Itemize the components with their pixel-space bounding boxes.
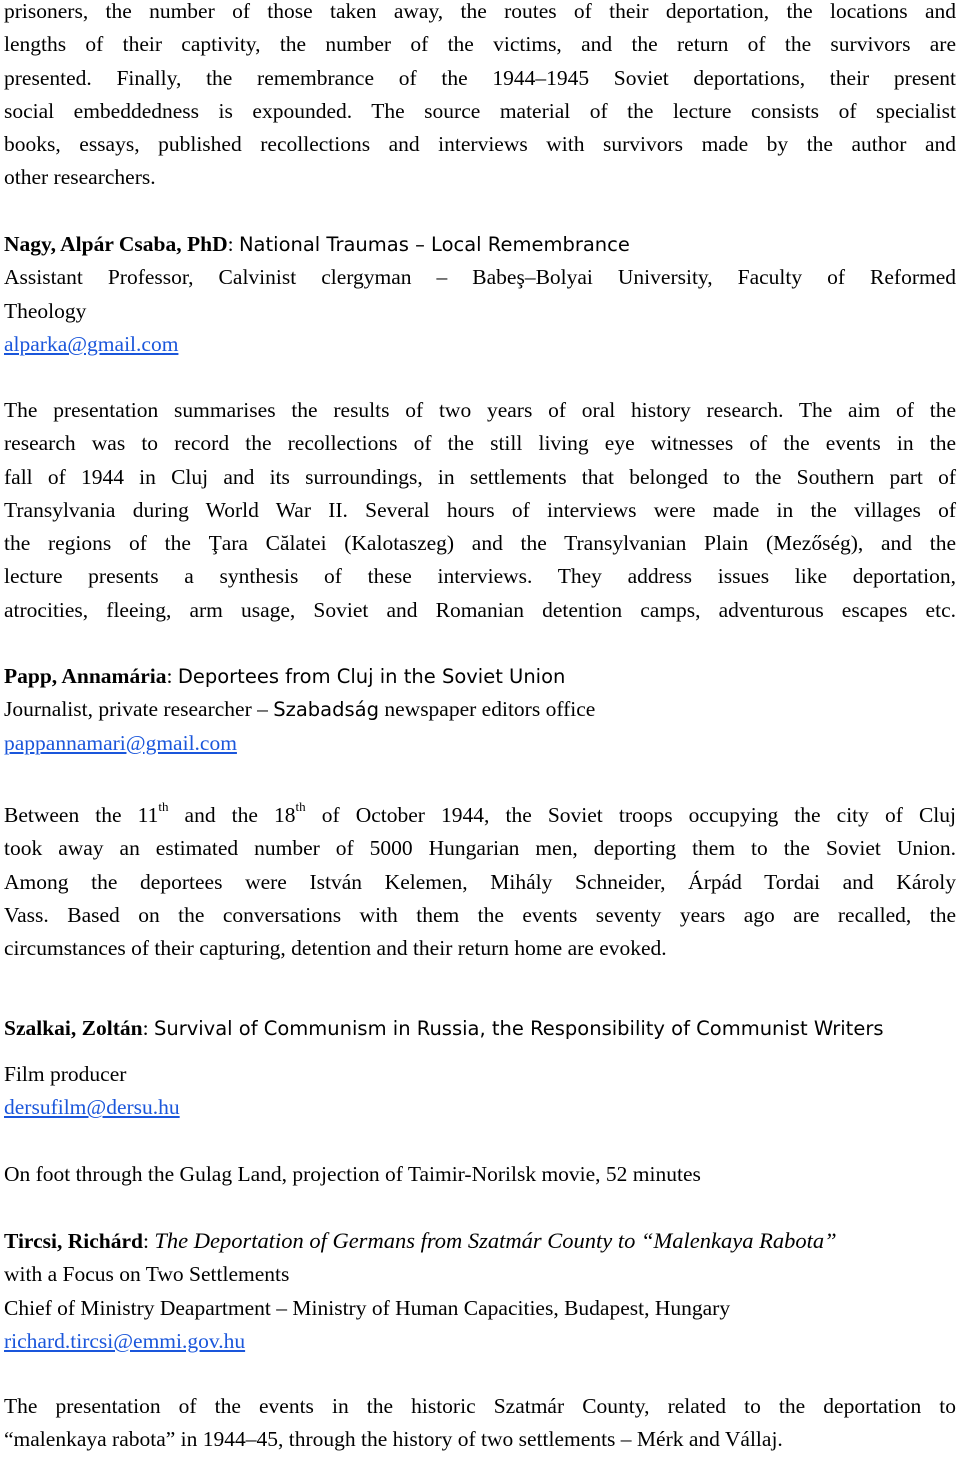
text-line: lecture presents a synthesis of these interviews. They address issues like deportation,	[4, 564, 956, 589]
talk-title-continued: with a Focus on Two Settlements	[4, 1262, 290, 1287]
entry-heading	[4, 660, 956, 693]
entry-nagy	[4, 228, 956, 361]
text-line: Vass. Based on the conversations with them the events seventy years ago are recalled, the	[4, 902, 956, 927]
email-line	[4, 1325, 956, 1358]
text-line: the regions of the Ţara Călatei (Kalotaszeg) and the Transylvanian Plain (Mezőség), and the	[4, 531, 956, 556]
email-link[interactable]: alparka@gmail.com	[4, 331, 179, 356]
entry-szalkai-details	[4, 1058, 956, 1125]
text-fragment: Between the 11	[4, 803, 159, 827]
entry-heading	[4, 1224, 956, 1258]
text-line: Transylvania during World War II. Several hours of interviews were made in the villages of	[4, 497, 956, 522]
email-link[interactable]: dersufilm@dersu.hu	[4, 1095, 180, 1120]
intro-paragraph	[4, 0, 956, 195]
ordinal-suffix: th	[295, 798, 306, 814]
author-name: Nagy, Alpár Csaba, PhD	[4, 232, 228, 256]
affiliation: Film producer	[4, 1062, 127, 1086]
entry-szalkai	[4, 1012, 956, 1045]
abstract-papp	[4, 799, 956, 965]
talk-title: Survival of Communism in Russia, the Responsibility of Communist Writers	[153, 1017, 884, 1040]
talk-title: Deportees from Cluj in the Soviet Union	[177, 665, 566, 688]
text-fragment: and the 18	[168, 803, 296, 827]
separator: :	[166, 664, 178, 688]
text-line: books, essays, published recollections and interviews with survivors made by the author and	[4, 132, 956, 157]
abstract-nagy	[4, 394, 956, 627]
text-line: took away an estimated number of 5000 Hungarian men, deporting them to the Soviet Union.	[4, 836, 956, 861]
separator: :	[227, 232, 239, 256]
author-name: Papp, Annamária	[4, 664, 167, 688]
entry-papp	[4, 660, 956, 760]
text-line: social embeddedness is expounded. The source material of the lecture consists of specialist	[4, 98, 956, 123]
text-line: Among the deportees were István Kelemen, Mihály Schneider, Árpád Tordai and Károly	[4, 869, 956, 894]
affiliation-text: Journalist, private researcher –	[4, 697, 274, 722]
ordinal-suffix: th	[158, 798, 169, 814]
separator: :	[142, 1016, 154, 1040]
text-line: atrocities, fleeing, arm usage, Soviet and Romanian detention camps, adventurous escapes etc.	[4, 597, 956, 622]
newspaper-name: Szabadság	[273, 698, 379, 722]
text-line: “malenkaya rabota” in 1944–45, through the history of two settlements – Mérk and Vállaj.	[4, 1427, 783, 1452]
author-name: Szalkai, Zoltán	[4, 1016, 143, 1040]
text-line: circumstances of their capturing, detention and their return home are evoked.	[4, 936, 667, 961]
text-line: research was to record the recollections of the still living eye witnesses of the events in the	[4, 431, 956, 456]
email-line	[4, 727, 956, 760]
email-line	[4, 1091, 956, 1124]
text-fragment: of October 1944, the Soviet troops occupying the city of Cluj	[305, 803, 956, 827]
text-line: The presentation summarises the results of two years of oral history research. The aim of the	[4, 398, 956, 422]
email-link[interactable]: pappannamari@gmail.com	[4, 730, 237, 755]
talk-title: National Traumas – Local Remembrance	[238, 233, 630, 256]
text-line	[4, 799, 956, 832]
affiliation	[4, 693, 956, 726]
text-line: presented. Finally, the remembrance of the 1944–1945 Soviet deportations, their present	[4, 65, 956, 90]
entry-heading	[4, 228, 956, 261]
text-line: lengths of their captivity, the number of the victims, and the return of the survivors are	[4, 32, 956, 57]
author-name: Tircsi, Richárd	[4, 1229, 143, 1253]
affiliation: Chief of Ministry Deapartment – Ministry of Human Capacities, Budapest, Hungary	[4, 1295, 731, 1320]
text-line: fall of 1944 in Cluj and its surroundings, in settlements that belonged to the Southern part of	[4, 464, 956, 489]
entry-heading	[4, 1012, 956, 1045]
text-line: On foot through the Gulag Land, projection of Taimir-Norilsk movie, 52 minutes	[4, 1162, 701, 1186]
text-line: The presentation of the events in the historic Szatmár County, related to the deportation to	[4, 1394, 956, 1418]
text-line: prisoners, the number of those taken away, the routes of their deportation, the locations and	[4, 0, 956, 23]
entry-tircsi	[4, 1224, 956, 1358]
email-link[interactable]: richard.tircsi@emmi.gov.hu	[4, 1328, 246, 1353]
affiliation-text: newspaper editors office	[379, 697, 596, 722]
affiliation: Theology	[4, 298, 87, 323]
abstract-szalkai	[4, 1158, 956, 1191]
email-line	[4, 328, 956, 361]
abstract-tircsi	[4, 1390, 956, 1457]
separator: :	[142, 1229, 155, 1253]
talk-title: The Deportation of Germans from Szatmár County to “Malenkaya Rabota”	[154, 1228, 837, 1253]
affiliation: Assistant Professor, Calvinist clergyman – Babeş–Bolyai University, Faculty of Reformed	[4, 265, 956, 290]
text-line: other researchers.	[4, 165, 156, 190]
